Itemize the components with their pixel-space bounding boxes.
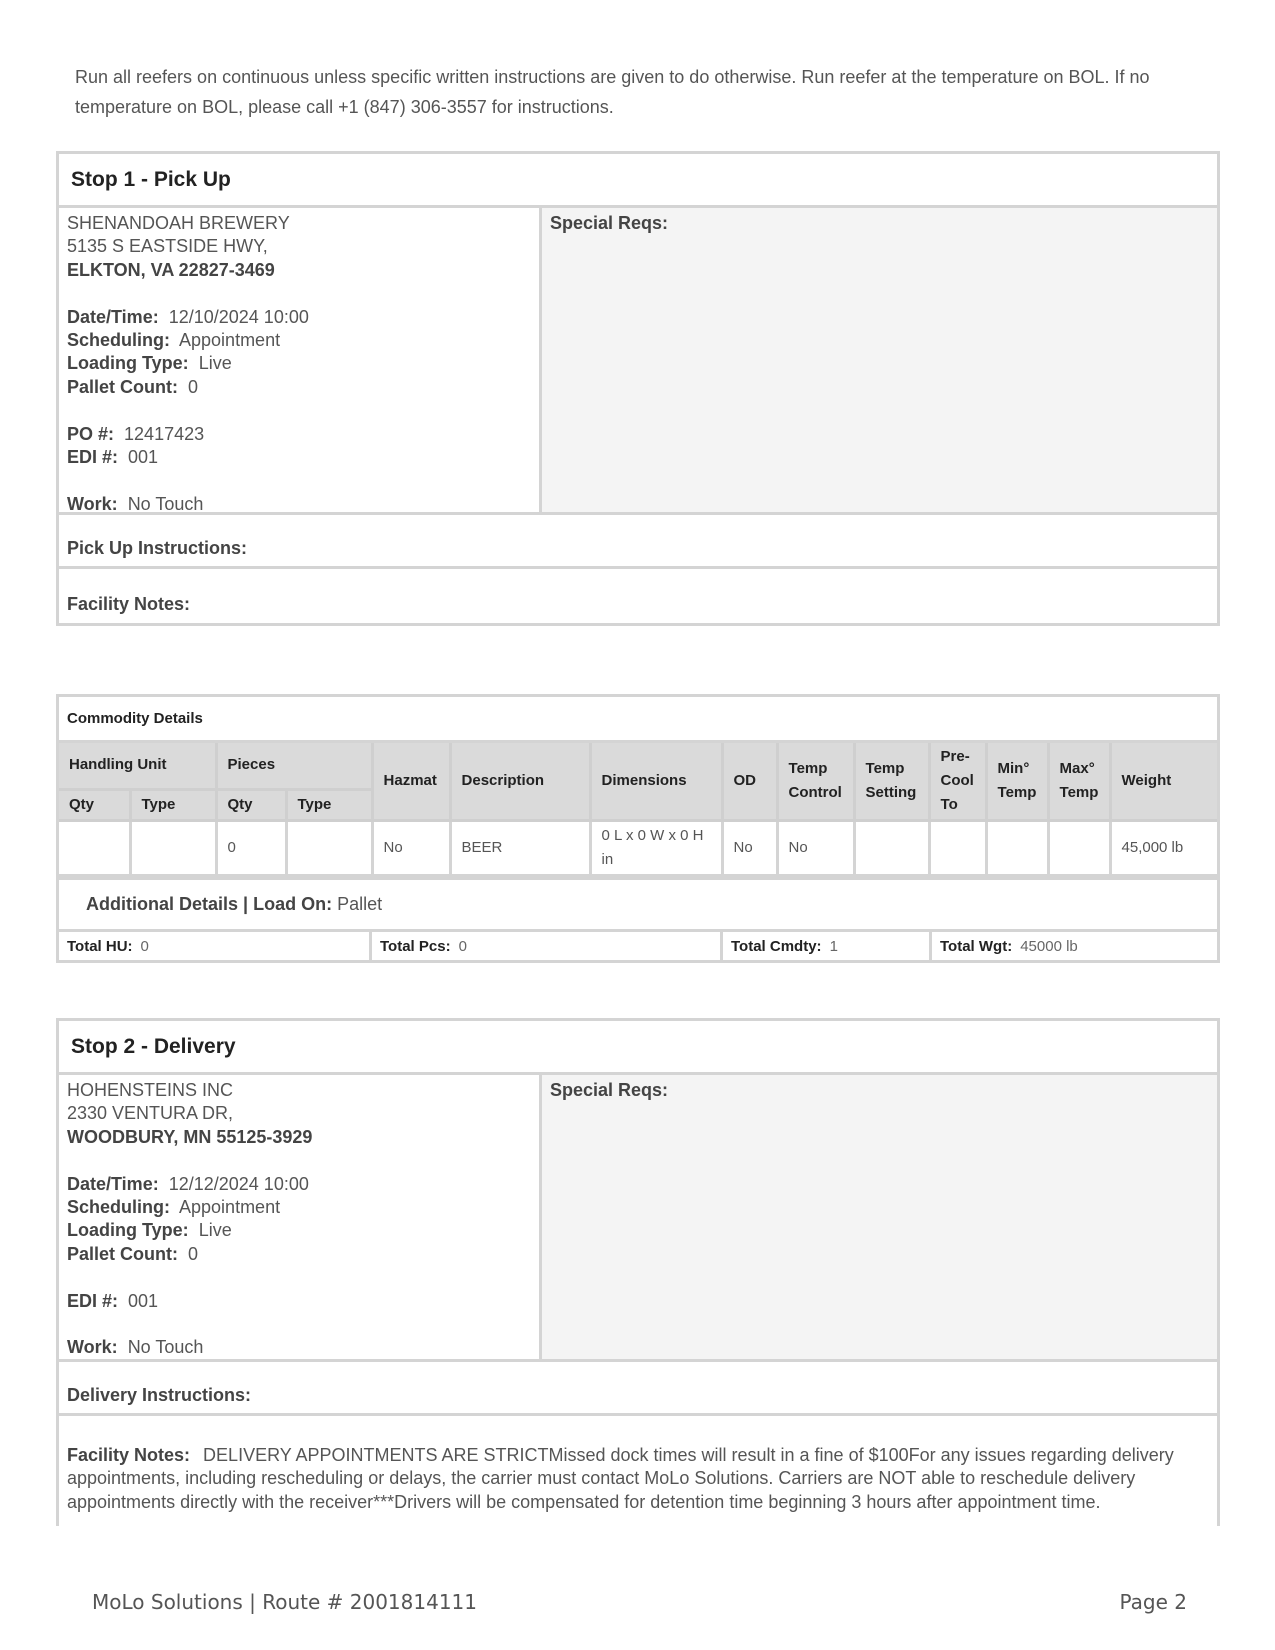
stop-2-scheduling-label: Scheduling: (67, 1197, 170, 1218)
cell-hu-type (130, 821, 216, 876)
load-on-value: Pallet (337, 894, 383, 914)
cell-max-temp (1048, 821, 1110, 876)
cell-hazmat: No (372, 821, 450, 876)
header-weight: Weight (1110, 743, 1217, 821)
stop-2-details (59, 1075, 542, 1359)
stop-1-title: Stop 1 - Pick Up (59, 154, 1217, 208)
cell-pcs-type (286, 821, 372, 876)
cell-hu-qty (59, 821, 130, 876)
commodity-title: Commodity Details (59, 697, 1217, 743)
cell-min-temp (986, 821, 1048, 876)
stop-1-edi: 001 (128, 447, 159, 468)
header-pcs-type: Type (286, 789, 372, 820)
cell-description: BEER (450, 821, 590, 876)
header-hu-qty: Qty (59, 789, 130, 820)
stop-1-instructions (59, 515, 1217, 569)
header-hazmat: Hazmat (372, 743, 450, 821)
cell-dimensions: 0 L x 0 W x 0 H in (590, 821, 722, 876)
stop-2-pallet-label: Pallet Count: (67, 1243, 178, 1264)
total-hu-label: Total HU: (67, 937, 133, 955)
stop-1-address: 5135 S EASTSIDE HWY, (67, 236, 268, 257)
stop-2-facility-notes (59, 1416, 1217, 1526)
stop-2-address: 2330 VENTURA DR, (67, 1103, 234, 1124)
stop-2-city: WOODBURY, MN 55125-3929 (67, 1126, 313, 1147)
stop-1-datetime: 12/10/2024 10:00 (168, 306, 309, 327)
cell-od: No (722, 821, 777, 876)
stop-2-scheduling: Appointment (179, 1197, 281, 1218)
stop-2-special-label: Special Reqs: (550, 1080, 669, 1100)
stop-1-pallet: 0 (188, 376, 199, 397)
stop-2-loading-label: Loading Type: (67, 1220, 189, 1241)
stop-1-instructions-label: Pick Up Instructions: (67, 538, 248, 558)
stop-2-work: No Touch (127, 1337, 204, 1358)
stop-2-facility-text: DELIVERY APPOINTMENTS ARE STRICTMissed dock times will result in a fine of $100For any issues regarding delivery appointments, including rescheduling or delays, the carrier must contact MoLo Solutions. Carriers are NOT able to reschedule delivery appointments directly with the receiver***Drivers will be compensated for detention time beginning 3 hours after appointment time. (67, 1445, 1174, 1512)
stop-2-edi: 001 (128, 1290, 159, 1311)
stop-2-datetime-label: Date/Time: (67, 1173, 159, 1194)
total-pcs: 0 (458, 937, 467, 955)
header-min-temp: Min° Temp (986, 743, 1048, 821)
stop-1-datetime-label: Date/Time: (67, 306, 159, 327)
stop-1-section (56, 151, 1220, 626)
cell-temp-control: No (777, 821, 854, 876)
footer-route: MoLo Solutions | Route # 2001814111 (92, 1590, 477, 1614)
load-on-label: Load On: (253, 894, 333, 914)
stop-2-facility-label: Facility Notes: (67, 1445, 191, 1465)
stop-2-loading: Live (198, 1220, 232, 1241)
stop-1-name: SHENANDOAH BREWERY (67, 213, 290, 233)
stop-1-work-label: Work: (67, 493, 118, 514)
stop-2-edi-label: EDI #: (67, 1290, 119, 1311)
header-pieces: Pieces (216, 743, 372, 789)
cell-temp-setting (854, 821, 929, 876)
header-temp-setting: Temp Setting (854, 743, 929, 821)
stop-2-datetime: 12/12/2024 10:00 (168, 1173, 309, 1194)
stop-1-special-label: Special Reqs: (550, 213, 669, 233)
stop-2-special-reqs (542, 1075, 1217, 1359)
stop-2-title: Stop 2 - Delivery (59, 1021, 1217, 1075)
stop-1-loading: Live (198, 353, 232, 374)
stop-2-instructions-label: Delivery Instructions: (67, 1385, 252, 1405)
header-temp-control: Temp Control (777, 743, 854, 821)
cell-pcs-qty: 0 (216, 821, 286, 876)
table-row (59, 821, 1217, 876)
commodity-totals (59, 932, 1217, 960)
additional-separator: | (243, 894, 249, 914)
stop-1-pallet-label: Pallet Count: (67, 376, 178, 397)
header-description: Description (450, 743, 590, 821)
additional-details-label: Additional Details (86, 894, 239, 914)
header-od: OD (722, 743, 777, 821)
header-pcs-qty: Qty (216, 789, 286, 820)
commodity-table (59, 743, 1217, 877)
total-wgt-label: Total Wgt: (940, 937, 1013, 955)
stop-1-edi-label: EDI #: (67, 447, 119, 468)
stop-2-work-label: Work: (67, 1337, 118, 1358)
total-cmdty-label: Total Cmdty: (731, 937, 822, 955)
stop-1-scheduling: Appointment (179, 330, 281, 351)
header-hu-type: Type (130, 789, 216, 820)
stop-2-instructions (59, 1362, 1217, 1416)
stop-2-section (56, 1018, 1220, 1526)
stop-1-loading-label: Loading Type: (67, 353, 189, 374)
stop-1-work: No Touch (127, 493, 204, 514)
stop-1-details (59, 208, 542, 512)
additional-details (59, 877, 1217, 932)
stop-1-facility-notes (59, 569, 1217, 623)
stop-1-special-reqs (542, 208, 1217, 512)
stop-1-scheduling-label: Scheduling: (67, 330, 170, 351)
reefer-instructions: Run all reefers on continuous unless specific written instructions are given to do otherwise. Run reefer at the temperature on BOL. If no temperature on BOL, please call +1 (847) 306-3557 for instructions. (75, 67, 1150, 117)
stop-1-po-label: PO #: (67, 423, 115, 444)
total-pcs-label: Total Pcs: (380, 937, 451, 955)
stop-2-pallet: 0 (188, 1243, 199, 1264)
total-hu: 0 (140, 937, 149, 955)
header-max-temp: Max° Temp (1048, 743, 1110, 821)
header-precool: Pre-Cool To (929, 743, 986, 821)
stop-1-po: 12417423 (124, 423, 205, 444)
total-wgt: 45000 lb (1020, 937, 1078, 955)
stop-2-name: HOHENSTEINS INC (67, 1080, 234, 1100)
cell-weight: 45,000 lb (1110, 821, 1217, 876)
header-handling-unit: Handling Unit (59, 743, 216, 789)
stop-1-facility-label: Facility Notes: (67, 593, 191, 614)
footer-page-number: Page 2 (1119, 1590, 1187, 1614)
header-dimensions: Dimensions (590, 743, 722, 821)
cell-precool (929, 821, 986, 876)
commodity-details-section (56, 694, 1220, 963)
stop-1-city: ELKTON, VA 22827-3469 (67, 259, 275, 280)
total-cmdty: 1 (829, 937, 838, 955)
